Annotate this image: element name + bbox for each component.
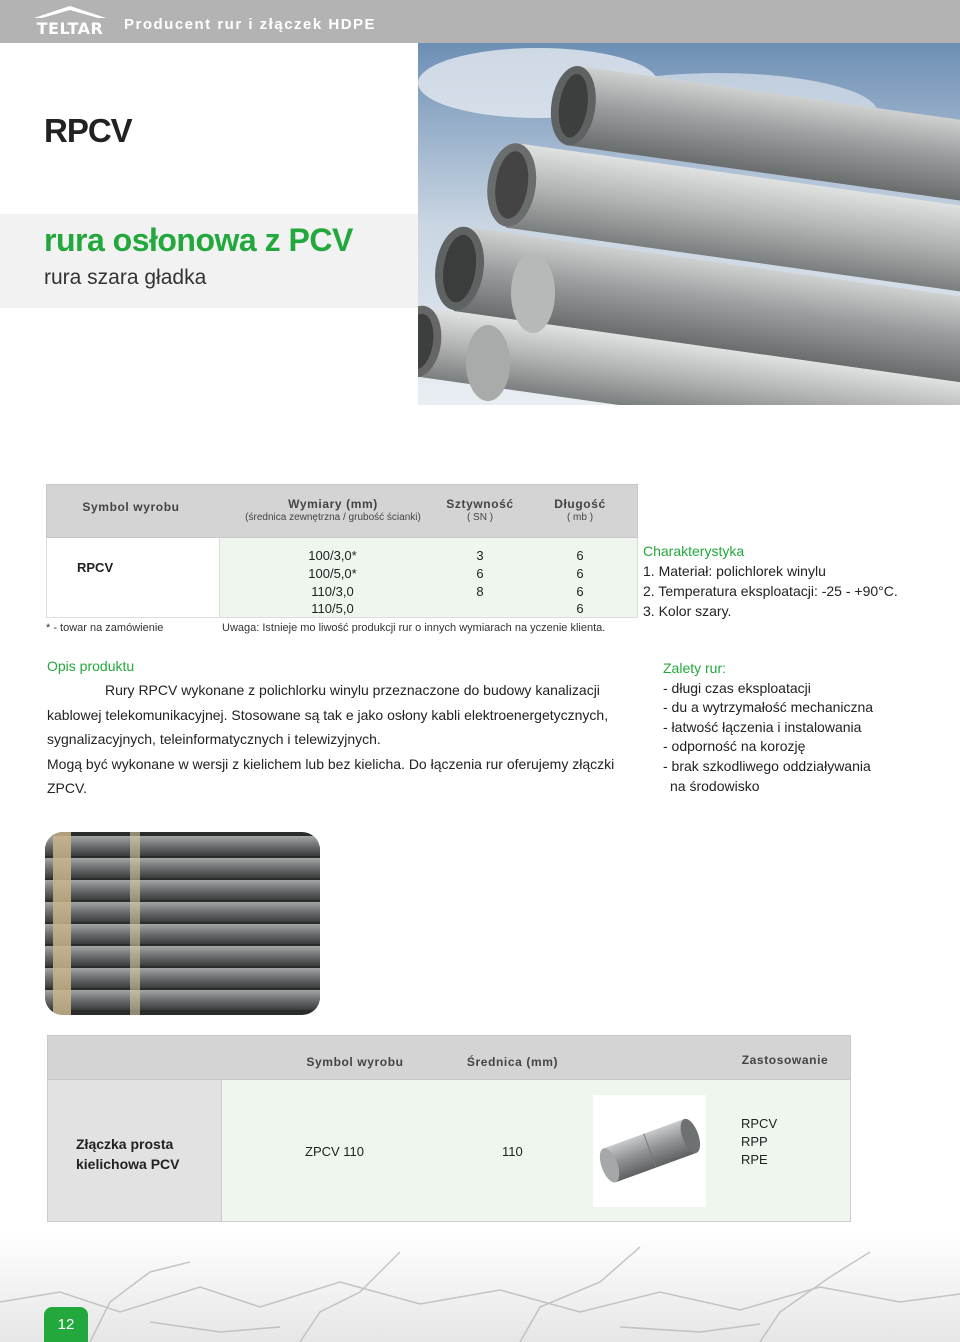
header-tagline: Producent rur i złączek HDPE xyxy=(124,16,377,33)
table2-header-symbol: Symbol wyrobu xyxy=(306,1055,404,1069)
table2-name-line: kielichowa PCV xyxy=(76,1156,180,1172)
table1-row2-length: 6 xyxy=(576,566,584,581)
table1-row3-sn: 8 xyxy=(476,584,484,599)
table1-header-stiffness: Sztywność xyxy=(446,497,514,511)
table1-symbol-cell xyxy=(46,538,220,618)
table1-row3-dims: 110/3,0 xyxy=(311,584,354,599)
table1-header-stiffness-sub: ( SN ) xyxy=(466,512,494,523)
advantages-item: - długi czas eksploatacji xyxy=(663,680,811,696)
table1-row4-length: 6 xyxy=(576,601,584,616)
table2-name-line: Złączka prosta xyxy=(76,1136,174,1152)
description-line: ZPCV. xyxy=(47,780,87,796)
table1-header-length-sub: ( mb ) xyxy=(566,512,594,523)
table2-header-usage: Zastosowanie xyxy=(741,1053,829,1067)
product-subtitle: rura osłonowa z PCV xyxy=(44,222,353,258)
table1-header-symbol: Symbol wyrobu xyxy=(82,500,180,514)
table1-header-length: Długość xyxy=(554,497,606,511)
cracked-ground-decoration xyxy=(0,1232,960,1342)
description-line: Mogą być wykonane w wersji z kielichem lub bez kielicha. Do łączenia rur oferujemy złączki xyxy=(47,755,615,772)
header-bar xyxy=(0,0,960,43)
teltar-logo[interactable] xyxy=(30,4,110,38)
advantages-item: - odporność na korozję xyxy=(663,738,806,754)
stacked-pipes-photo xyxy=(45,832,320,1015)
characteristics-heading: Charakterystyka xyxy=(643,543,745,559)
table1-row1-sn: 3 xyxy=(476,548,484,563)
page-number: 12 xyxy=(44,1307,88,1342)
table1-header-dims-sub: (średnica zewnętrzna / grubość ścianki) xyxy=(245,512,421,523)
table2-symbol: ZPCV 110 xyxy=(305,1144,365,1159)
characteristics-item: 1. Materiał: polichlorek winylu xyxy=(643,563,826,579)
table2-diameter: 110 xyxy=(502,1144,523,1159)
characteristics-item: 2. Temperatura eksploatacji: -25 - +90°C. xyxy=(643,583,898,599)
advantages-item: - łatwość łączenia i instalowania xyxy=(663,719,862,735)
logo-text: TELTAR xyxy=(36,19,104,38)
table1-row2-sn: 6 xyxy=(476,566,484,581)
table1-row1-length: 6 xyxy=(576,548,584,563)
description-line: Rury RPCV wykonane z polichlorku winylu przeznaczone do budowy kanalizacji xyxy=(105,682,600,698)
advantages-item: na środowisko xyxy=(670,778,760,794)
description-line: kablowej telekomunikacyjnej. Stosowane są tak e jako osłony kabli elektroenergetycznych, xyxy=(47,706,609,723)
table2-usage-item: RPE xyxy=(741,1152,768,1167)
product-subtitle-small: rura szara gładka xyxy=(44,266,207,289)
table1-note: Uwaga: Istnieje mo liwość produkcji rur o innych wymiarach na yczenie klienta. xyxy=(222,622,606,634)
characteristics-item: 3. Kolor szary. xyxy=(643,603,732,619)
table2-header-diameter: Średnica (mm) xyxy=(466,1055,559,1069)
advantages-item: - brak szkodliwego oddziaływania xyxy=(663,758,871,774)
table1-row2-dims: 100/5,0* xyxy=(308,566,357,581)
advantages-heading: Zalety rur: xyxy=(663,660,727,676)
product-title: RPCV xyxy=(44,112,132,149)
table1-symbol: RPCV xyxy=(77,560,114,575)
table2-name xyxy=(76,1134,179,1174)
description-line: sygnalizacyjnych, teleinformatycznych i telewizyjnych. xyxy=(47,731,381,747)
fitting-photo xyxy=(593,1095,706,1207)
table1-row1-dims: 100/3,0* xyxy=(308,548,357,563)
table2-usage-item: RPCV xyxy=(741,1116,778,1131)
table1-header-dims: Wymiary (mm) xyxy=(288,497,378,511)
table1-row3-length: 6 xyxy=(576,584,584,599)
table2-usage-item: RPP xyxy=(741,1134,768,1149)
description-heading: Opis produktu xyxy=(47,658,135,674)
table1-footnote: * - towar na zamówienie xyxy=(46,622,164,634)
description-text xyxy=(47,678,642,801)
advantages-item: - du a wytrzymałość mechaniczna xyxy=(663,699,874,715)
table1-row4-dims: 110/5,0 xyxy=(311,601,354,616)
hero-pipes-photo xyxy=(418,43,960,405)
